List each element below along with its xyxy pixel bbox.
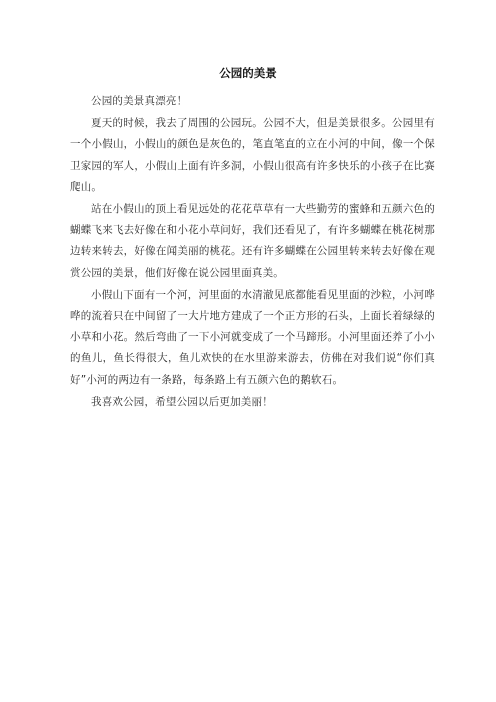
paragraph-rockery: 夏天的时候，我去了周围的公园玩。公园不大，但是美景很多。公园里有一个小假山，小假山的颜色是灰色的，笔直笔直的立在小河的中间，像一个保卫家园的军人，小假山上面有许多洞，小假山很高有许多快乐的小孩子在比赛爬山。: [70, 117, 435, 193]
paragraph-butterflies: 站在小假山的顶上看见远处的花花草草有一大些勤劳的蜜蜂和五颜六色的蝴蝶飞来飞去好像在和小花小草问好，我们还看见了，有许多蝴蝶在桃花树那边转来转去，好像在闻美丽的桃花。还有许多蝴蝶在公园里转来转去好像在观赏公园的美景，他们好像在说公园里面真美。: [70, 203, 435, 279]
paragraph-intro: 公园的美景真漂亮！: [91, 95, 188, 107]
paragraph-river: 小假山下面有一个河，河里面的水清澈见底都能看见里面的沙粒，小河哗哗的流着只在中间留了一大片地方建成了一个正方形的石头，上面长着绿绿的小草和小花。然后弯曲了一下小河就变成了一个马蹄形。小河里面还养了小小的鱼儿，鱼长得很大，鱼儿欢快的在水里游来游去，仿佛在对我们说“你们真好”小河的两边有一条路，每条路上有五颜六色的鹅软石。: [70, 288, 435, 386]
document-body: [70, 91, 435, 414]
paragraph-conclusion: 我喜欢公园，希望公园以后更加美丽！: [91, 395, 273, 408]
document-title: 公园的美景: [219, 66, 277, 80]
